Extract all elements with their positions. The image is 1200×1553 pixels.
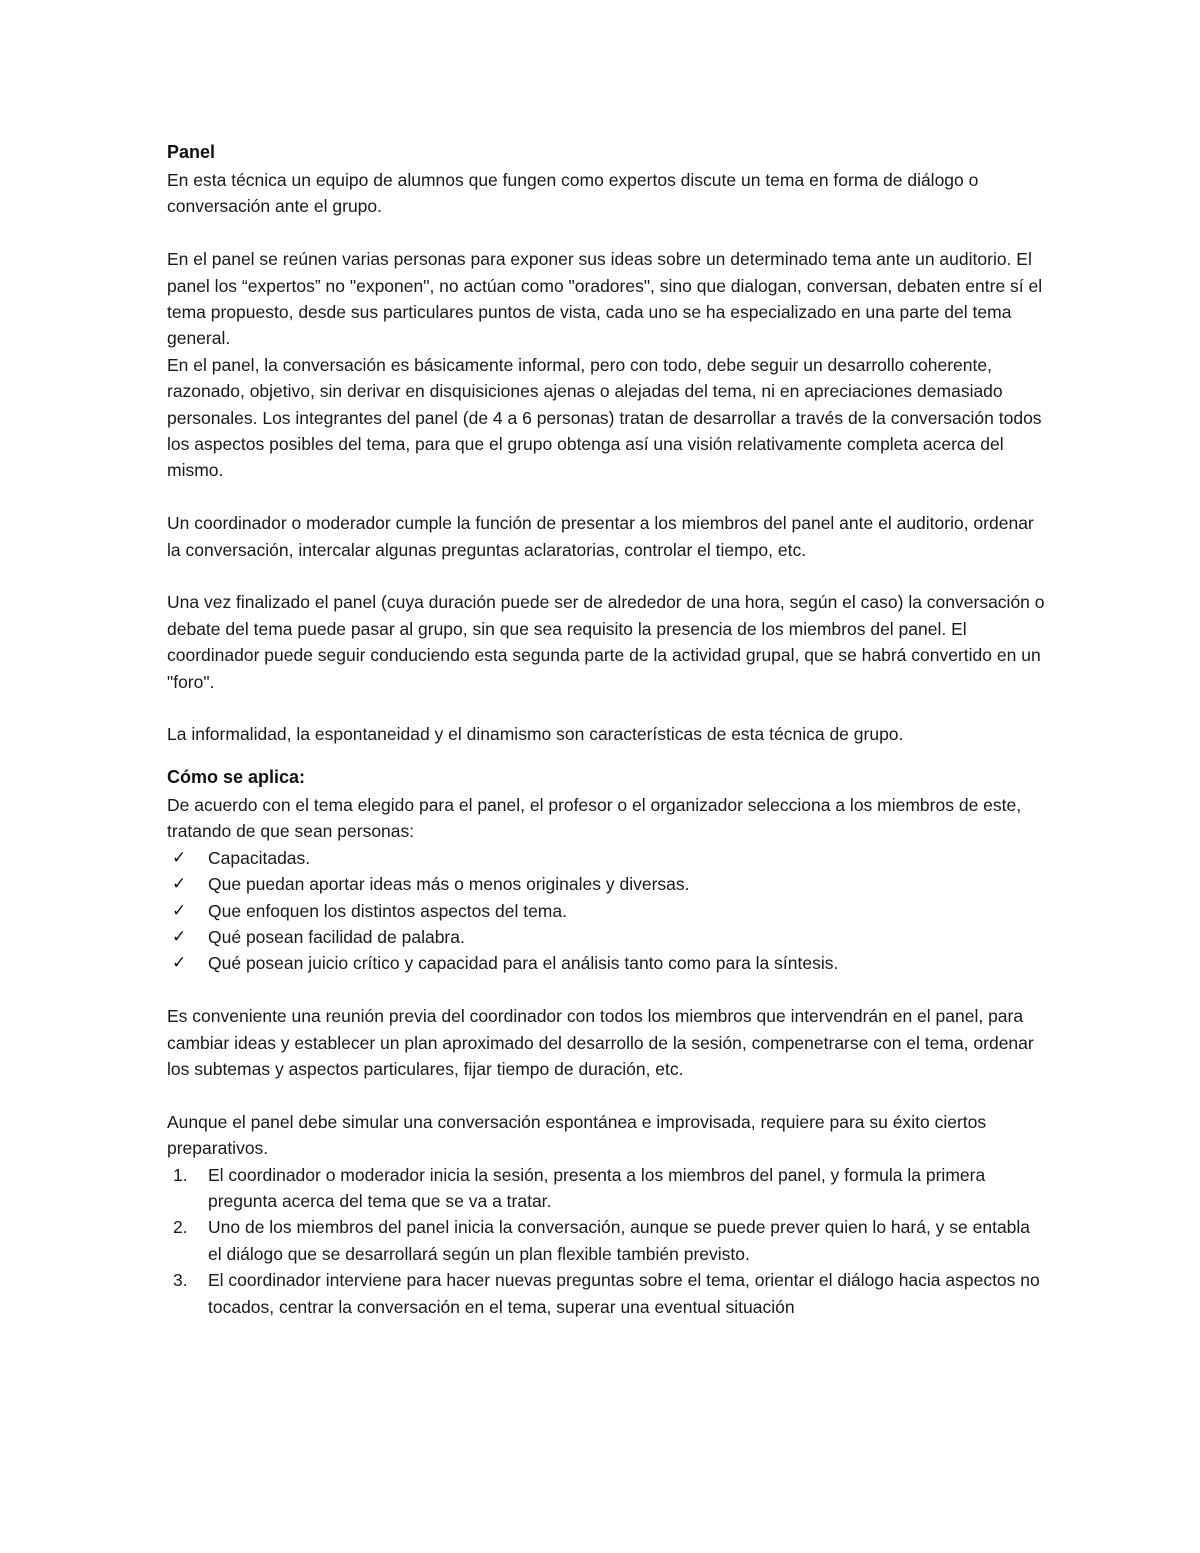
paragraph-characteristics: La informalidad, la espontaneidad y el dinamismo son características de esta técnica de grupo. (167, 724, 904, 745)
paragraph-conversation: En el panel, la conversación es básicamente informal, pero con todo, debe seguir un desarrollo coherente, razonado, objetivo, sin derivar en disquisiciones ajenas o alejadas del tema, ni en apreciaciones demasiado personales. Los integrantes del panel (de 4 a 6 personas) tratan de desarrollar a través de la conversación todos los aspectos posibles del tema, para que el grupo obtenga así una visión relativamente completa acerca del mismo. (167, 354, 1042, 481)
check-icon: ✓ (172, 926, 187, 946)
step-number: 3. (173, 1270, 188, 1291)
checklist-item-text: Que enfoquen los distintos aspectos del tema. (208, 900, 567, 921)
checklist-item (167, 898, 1047, 924)
step-text: El coordinador interviene para hacer nuevas preguntas sobre el tema, orientar el diálogo hacia aspectos no tocados, centrar la conversación en el tema, superar una eventual situación (208, 1270, 1040, 1317)
step-item (167, 1214, 1047, 1267)
step-item (167, 1162, 1047, 1215)
check-icon: ✓ (172, 847, 187, 867)
check-icon: ✓ (172, 953, 187, 973)
check-icon: ✓ (172, 874, 187, 894)
checklist-item (167, 845, 1047, 871)
paragraph-preparations: Aunque el panel debe simular una conversación espontánea e improvisada, requiere para su éxito ciertos preparativos. (167, 1111, 987, 1159)
paragraph-coordinator: Un coordinador o moderador cumple la función de presentar a los miembros del panel ante el auditorio, ordenar la conversación, intercalar algunas preguntas aclaratorias, controlar el tiempo, etc. (167, 513, 1034, 560)
checklist-item (167, 924, 1047, 950)
paragraph-forum: Una vez finalizado el panel (cuya duración puede ser de alrededor de una hora, según el caso) la conversación o debate del tema puede pasar al grupo, sin que sea requisito la presencia de los miembros del panel. El coordinador puede seguir conduciendo esta segunda parte de la actividad grupal, que se habrá convertido en un "foro". (167, 592, 1045, 692)
checklist-item-text: Qué posean juicio crítico y capacidad para el análisis tanto como para la síntesis. (208, 953, 839, 974)
checklist-item (167, 950, 1047, 976)
step-text: Uno de los miembros del panel inicia la conversación, aunque se puede prever quien lo hará, y se entabla el diálogo que se desarrollará según un plan flexible también previsto. (208, 1217, 1031, 1264)
checklist-item-text: Qué posean facilidad de palabra. (208, 926, 465, 947)
document-page (167, 137, 1047, 1320)
checklist (167, 845, 1047, 977)
paragraph-panel-description: En el panel se reúnen varias personas para exponer sus ideas sobre un determinado tema ante un auditorio. El panel los “expertos” no "exponen", no actúan como "oradores", sino que dialogan, conversan, debaten entre sí el tema propuesto, desde sus particulares puntos de vista, cada uno se ha especializado en una parte del tema general. (167, 249, 1043, 349)
paragraph-selection: De acuerdo con el tema elegido para el panel, el profesor o el organizador selecciona a los miembros de este, tratando de que sean personas: (167, 794, 1022, 842)
paragraph-previous-meeting: Es conveniente una reunión previa del coordinador con todos los miembros que intervendrán en el panel, para cambiar ideas y establecer un plan aproximado del desarrollo de la sesión, compenetrarse con el tema, ordenar los subtemas y aspectos particulares, fijar tiempo de duración, etc. (167, 1006, 1034, 1079)
heading-panel: Panel (167, 142, 216, 162)
checklist-item-text: Capacitadas. (208, 847, 311, 868)
paragraph-intro: En esta técnica un equipo de alumnos que fungen como expertos discute un tema en forma de diálogo o conversación ante el grupo. (167, 170, 979, 217)
step-text: El coordinador o moderador inicia la sesión, presenta a los miembros del panel, y formula la primera pregunta acerca del tema que se va a tratar. (208, 1164, 986, 1211)
check-icon: ✓ (172, 900, 187, 920)
checklist-item-text: Que puedan aportar ideas más o menos originales y diversas. (208, 874, 690, 895)
heading-como-se-aplica: Cómo se aplica: (167, 766, 306, 787)
checklist-item (167, 871, 1047, 897)
step-number: 2. (173, 1217, 188, 1238)
step-number: 1. (173, 1164, 188, 1185)
step-item (167, 1267, 1047, 1320)
steps-list (167, 1162, 1047, 1320)
